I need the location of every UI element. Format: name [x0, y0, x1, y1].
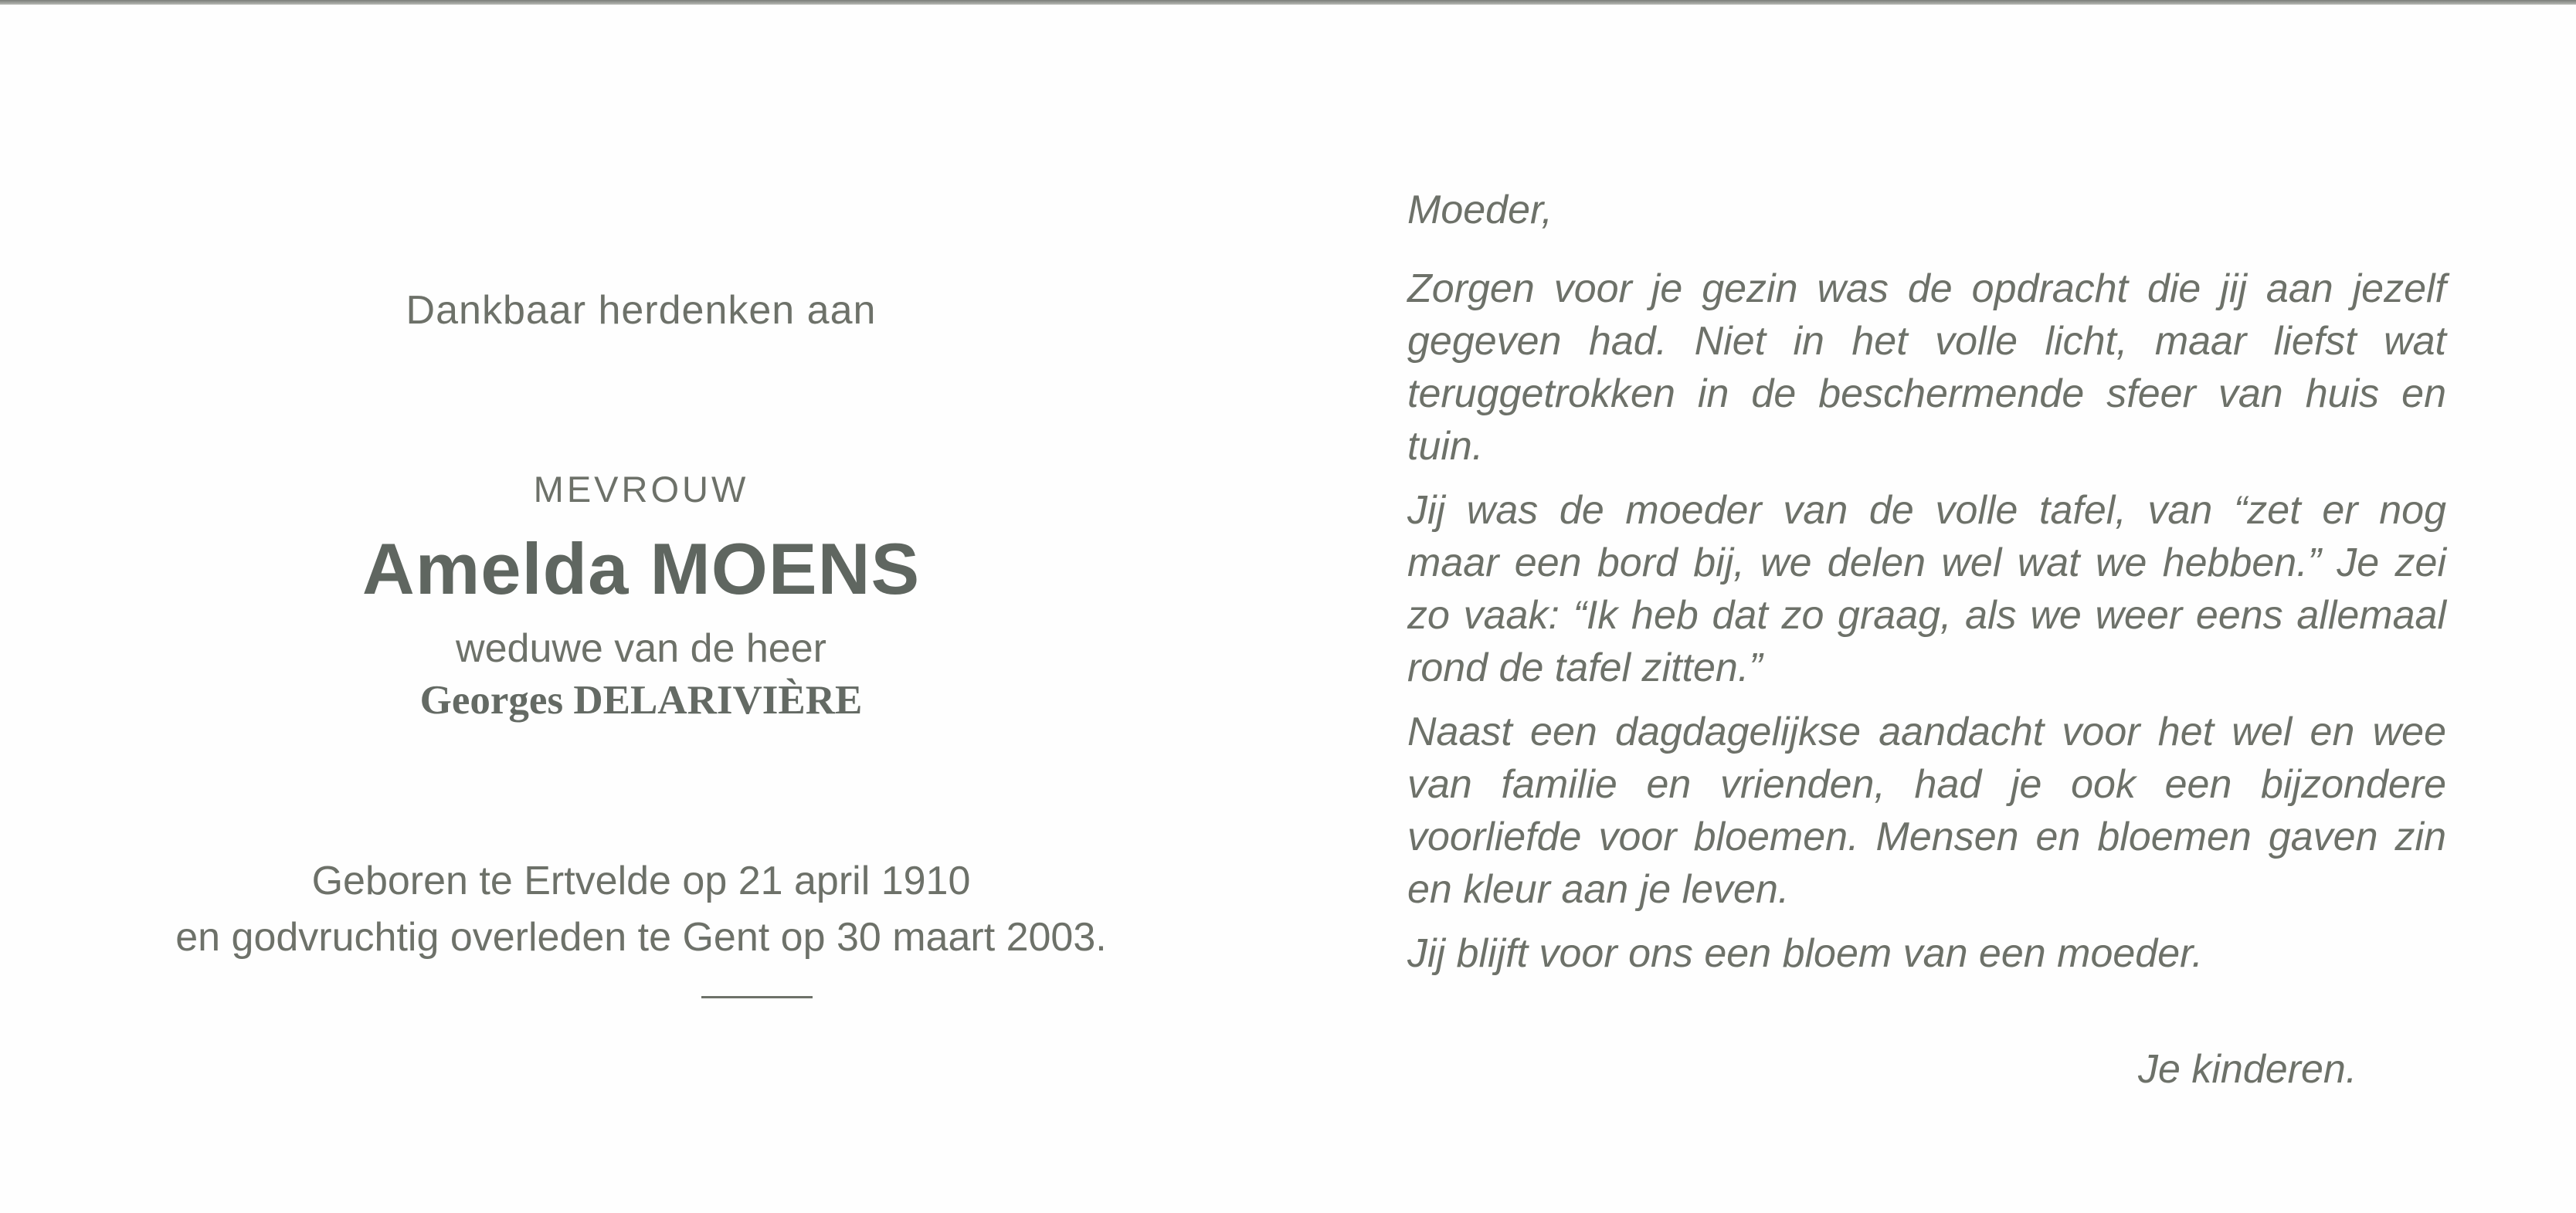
paragraph-2-line: Jij was de moeder van de volle tafel, van “zet er nog [1407, 488, 2446, 533]
intro-text: Dankbaar herdenken aan [406, 288, 877, 333]
paragraph-1-line: tuin. [1407, 424, 1484, 469]
divider-rule [701, 996, 813, 998]
paragraph-1-line: teruggetrokken in de beschermende sfeer van huis en [1407, 371, 2446, 416]
paragraph-3-line: voorliefde voor bloemen. Mensen en bloemen gaven zin [1407, 815, 2446, 859]
husband-name: Georges DELARIVIÈRE [419, 678, 863, 723]
paragraph-3 [1407, 706, 2446, 916]
paragraph-4-line: Jij blijft voor ons een bloem van een moeder. [1407, 931, 2203, 976]
signature: Je kinderen. [2138, 1047, 2357, 1092]
paragraph-4 [1407, 927, 2446, 980]
salutation: Moeder, [1407, 188, 1553, 232]
paragraph-2-line: maar een bord bij, we delen wel wat we hebben.” Je zei [1407, 540, 2446, 585]
deceased-name: Amelda MOENS [361, 528, 921, 609]
paragraph-1 [1407, 263, 2446, 473]
paragraph-2 [1407, 484, 2446, 694]
paragraph-3-line: van familie en vrienden, had je ook een bijzondere [1407, 762, 2446, 807]
paragraph-2-line: rond de tafel zitten.” [1407, 645, 1763, 690]
widow-text: weduwe van de heer [456, 626, 826, 671]
paragraph-2-line: zo vaak: “Ik heb dat zo graag, als we weer eens allemaal [1407, 593, 2446, 638]
paragraph-1-line: Zorgen voor je gezin was de opdracht die jij aan jezelf [1407, 266, 2446, 311]
paragraph-3-line: Naast een dagdagelijkse aandacht voor het wel en wee [1407, 710, 2446, 754]
top-border [0, 0, 2576, 5]
life-dates [116, 853, 1166, 966]
honorific-title: MEVROUW [533, 469, 749, 510]
paragraph-1-line: gegeven had. Niet in het volle licht, maar liefst wat [1407, 319, 2446, 364]
death-line: en godvruchtig overleden te Gent op 30 maart 2003. [175, 915, 1107, 960]
birth-line: Geboren te Ertvelde op 21 april 1910 [311, 859, 971, 903]
paragraph-3-line: en kleur aan je leven. [1407, 867, 1790, 912]
